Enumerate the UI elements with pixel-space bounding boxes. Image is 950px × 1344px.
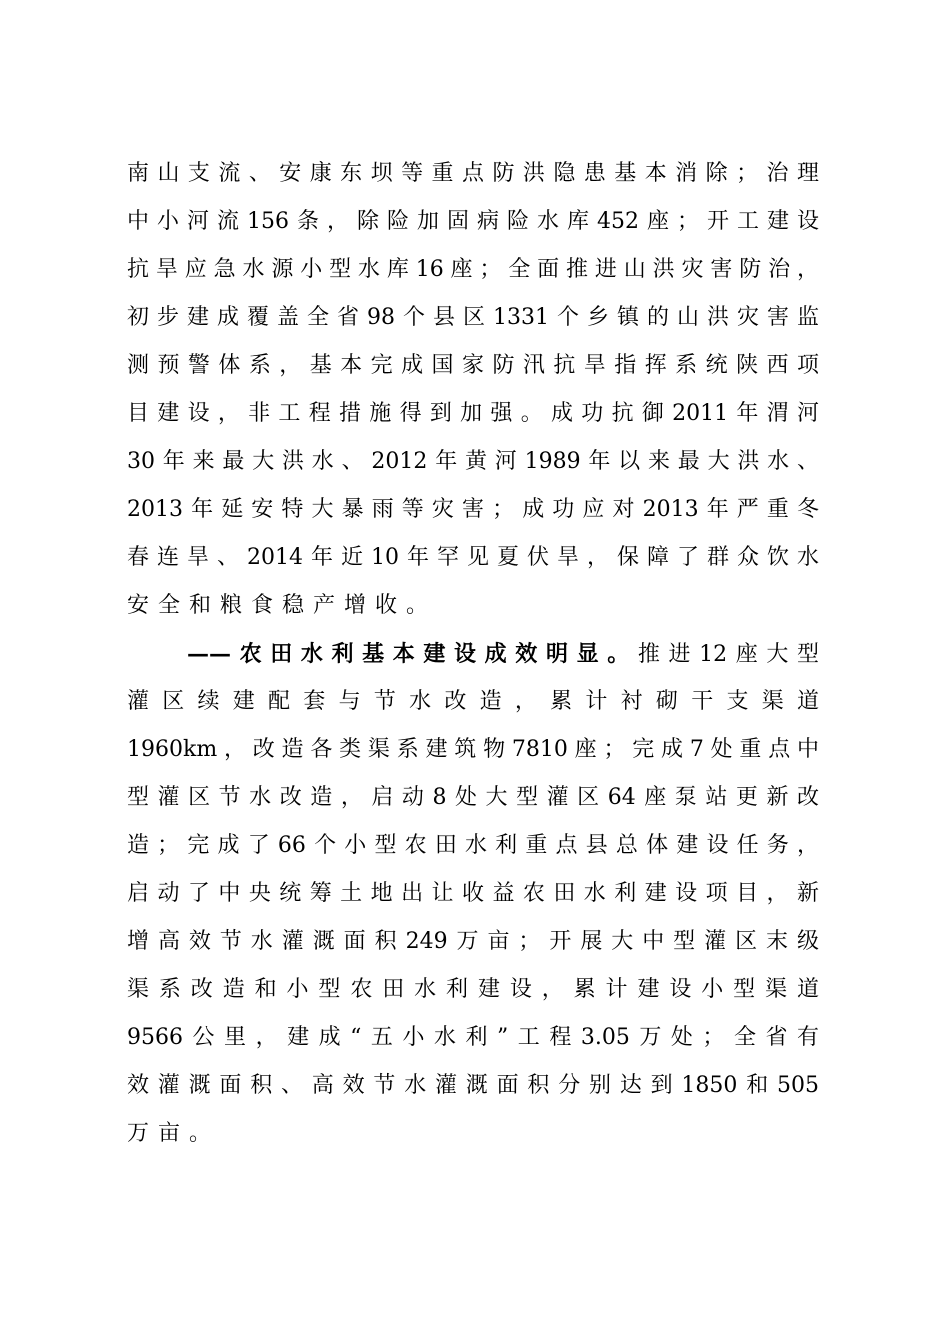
section-heading: ——农田水利基本建设成效明显。: [187, 641, 638, 667]
paragraph-line: 型灌区节水改造，启动8处大型灌区64座泵站更新改: [127, 785, 819, 810]
paragraph-line: 安全和粮食稳产增收。: [127, 593, 438, 618]
paragraph-line: 启动了中央统筹土地出让收益农田水利建设项目，新: [127, 881, 819, 906]
paragraph-line: 9566公里，建成“五小水利”工程3.05万处；全省有: [127, 1025, 819, 1050]
paragraph-line: 增高效节水灌溉面积249万亩；开展大中型灌区末级: [127, 929, 819, 954]
paragraph-line: 抗旱应急水源小型水库16座；全面推进山洪灾害防治，: [127, 257, 819, 282]
paragraph-line: 南山支流、安康东坝等重点防洪隐患基本消除；治理: [127, 161, 819, 186]
paragraph-line: 目建设，非工程措施得到加强。成功抗御2011年渭河: [127, 401, 819, 426]
paragraph-line: 渠系改造和小型农田水利建设，累计建设小型渠道: [127, 977, 819, 1002]
heading-line-rest: 推进12座大型: [637, 642, 819, 667]
paragraph-line: 1960km，改造各类渠系建筑物7810座；完成7处重点中: [127, 737, 819, 762]
paragraph-line: 初步建成覆盖全省98个县区1331个乡镇的山洪灾害监: [127, 305, 819, 330]
paragraph-line: 中小河流156条，除险加固病险水库452座；开工建设: [127, 209, 819, 234]
paragraph-line: 万亩。: [127, 1121, 221, 1146]
paragraph-line: 测预警体系，基本完成国家防汛抗旱指挥系统陕西项: [127, 353, 819, 378]
paragraph-line: 春连旱、2014年近10年罕见夏伏旱，保障了群众饮水: [127, 545, 819, 570]
paragraph-line: 造；完成了66个小型农田水利重点县总体建设任务，: [127, 833, 819, 858]
section-heading-line: [187, 636, 819, 672]
paragraph-line: 灌区续建配套与节水改造，累计衬砌干支渠道: [127, 689, 819, 714]
paragraph-line: 2013年延安特大暴雨等灾害；成功应对2013年严重冬: [127, 497, 819, 522]
paragraph-line: 效灌溉面积、高效节水灌溉面积分别达到1850和505: [127, 1073, 819, 1098]
paragraph-line: 30年来最大洪水、2012年黄河1989年以来最大洪水、: [127, 449, 819, 474]
